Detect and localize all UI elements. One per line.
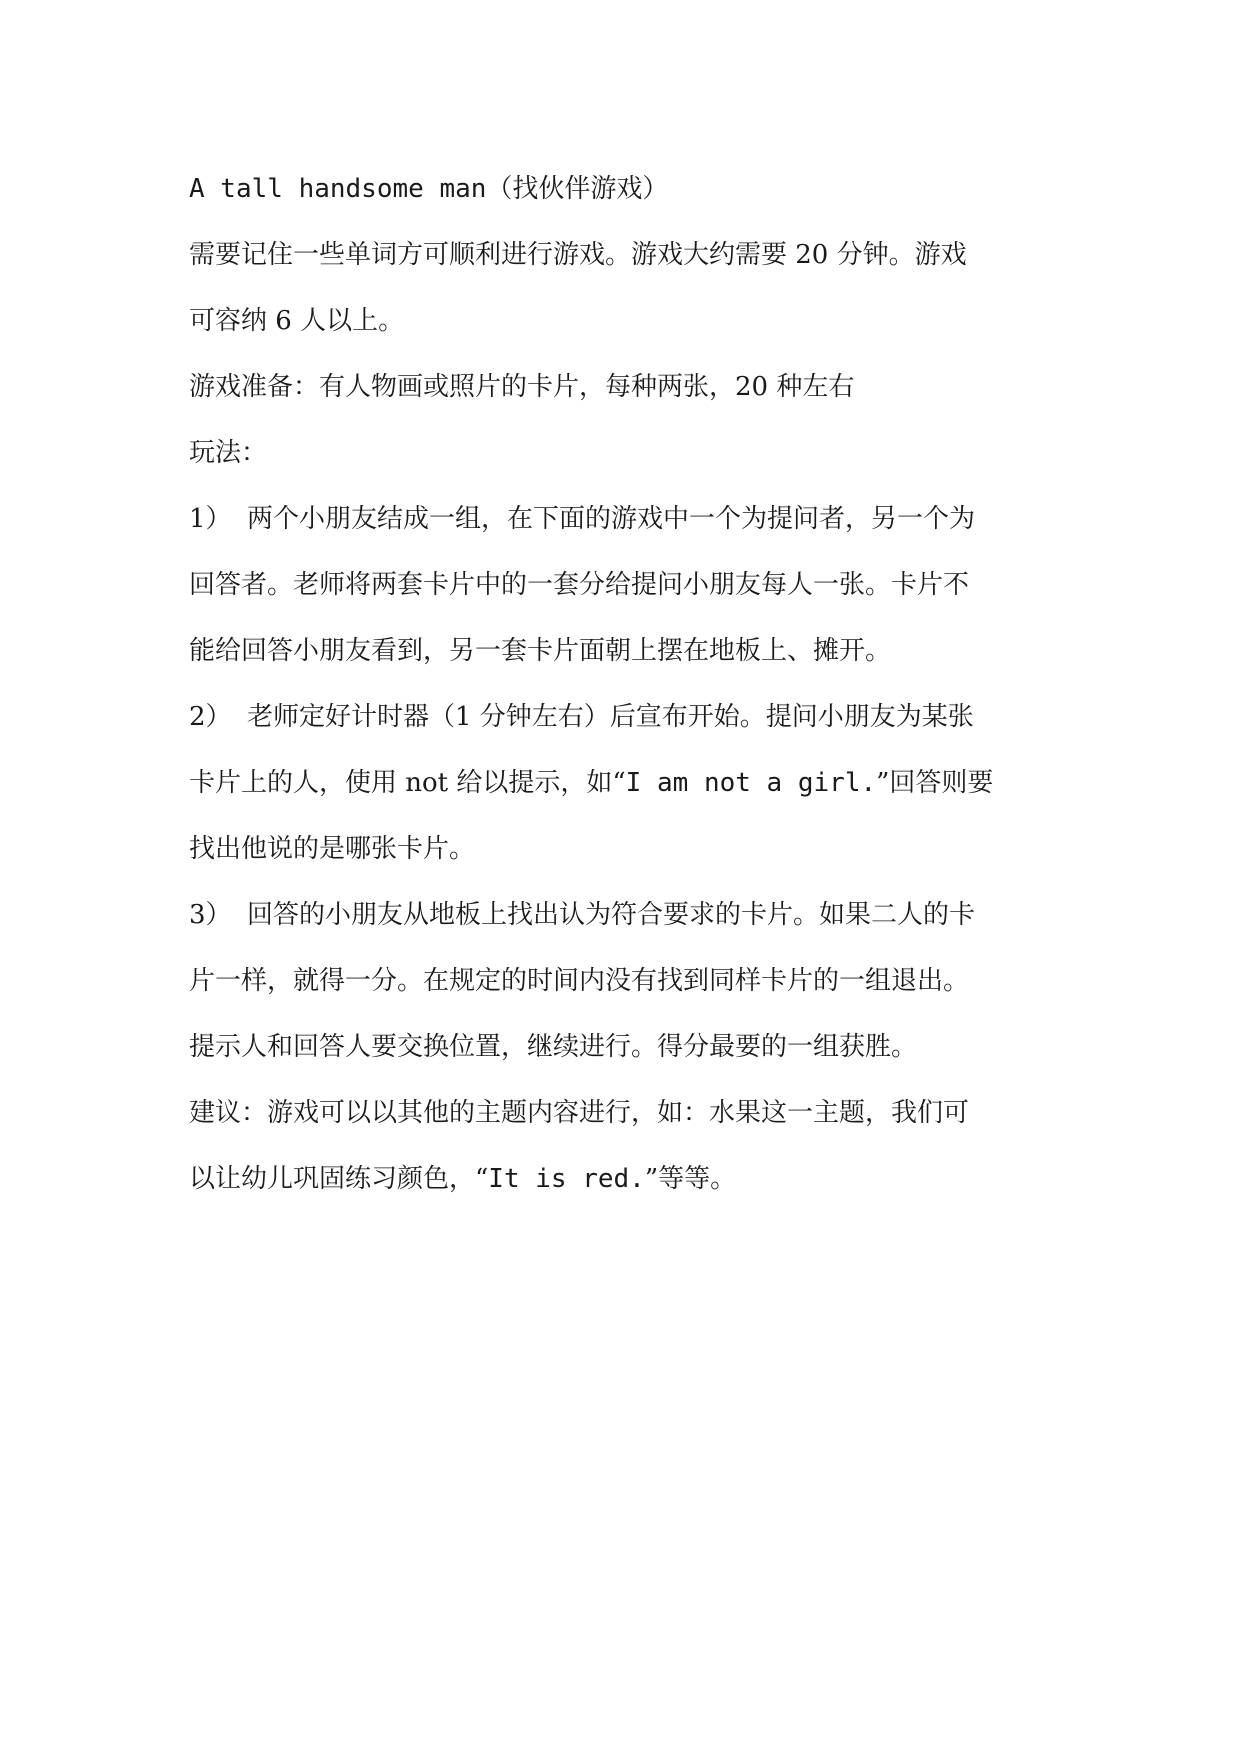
suggestion-text-2b: ”等等。 [644, 1164, 737, 1194]
document-title [189, 156, 1069, 222]
preparation-line: 游戏准备：有人物画或照片的卡片，每种两张，20 种左右 [189, 372, 855, 402]
method-label: 玩法： [189, 438, 268, 468]
step-2-line-3: 找出他说的是哪张卡片。 [189, 834, 476, 864]
intro-line-2: 可容纳 6 人以上。 [189, 306, 405, 336]
step-1-number: 1） [189, 504, 232, 534]
title-english: A tall handsome man [189, 174, 487, 204]
suggestion-line-1: 建议：游戏可以以其他的主题内容进行，如：水果这一主题，我们可 [189, 1098, 970, 1128]
intro-line-1: 需要记住一些单词方可顺利进行游戏。游戏大约需要 20 分钟。游戏 [189, 240, 967, 270]
step-2-text-1: 老师定好计时器（1 分钟左右）后宣布开始。提问小朋友为某张 [247, 702, 974, 732]
step-1-line-3: 能给回答小朋友看到，另一套卡片面朝上摆在地板上、摊开。 [189, 636, 892, 666]
step-2-quote: I am not a girl. [625, 768, 877, 798]
step-2-number: 2） [189, 702, 232, 732]
step-2-line-1 [189, 684, 1069, 750]
suggestion-text-2a: 以让幼儿巩固练习颜色，“ [189, 1164, 489, 1194]
step-3-line-2: 片一样，就得一分。在规定的时间内没有找到同样卡片的一组退出。 [189, 966, 970, 996]
step-1-line-1 [189, 486, 1069, 552]
step-1-text-1: 两个小朋友结成一组，在下面的游戏中一个为提问者，另一个为 [247, 504, 976, 534]
step-3-line-1 [189, 882, 1069, 948]
suggestion-line-2 [189, 1146, 1069, 1212]
document-body [189, 156, 1069, 1212]
suggestion-quote: It is red. [488, 1164, 645, 1194]
step-3-text-1: 回答的小朋友从地板上找出认为符合要求的卡片。如果二人的卡 [247, 900, 976, 930]
step-1-line-2: 回答者。老师将两套卡片中的一套分给提问小朋友每人一张。卡片不 [189, 570, 970, 600]
step-3-line-3: 提示人和回答人要交换位置，继续进行。得分最要的一组获胜。 [189, 1032, 918, 1062]
title-chinese: （找伙伴游戏） [486, 174, 669, 204]
step-2-line-2 [189, 750, 1069, 816]
step-2-text-2a: 卡片上的人，使用 not 给以提示，如“ [189, 768, 626, 798]
step-3-number: 3） [189, 900, 232, 930]
step-2-text-2b: ”回答则要 [876, 768, 994, 798]
